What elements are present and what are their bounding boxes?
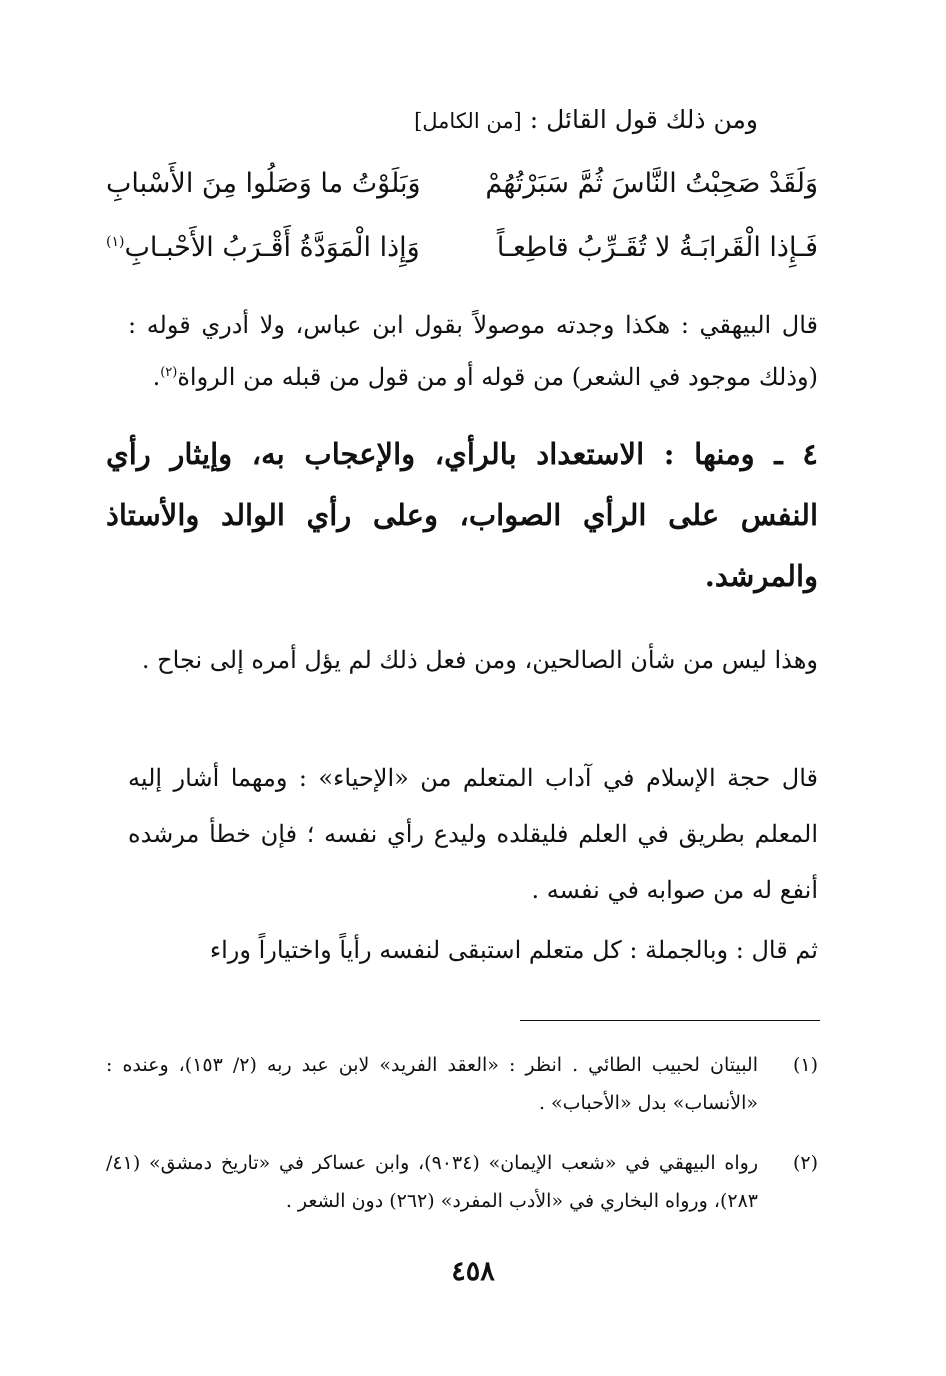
footnote-text: رواه البيهقي في «شعب الإيمان» (٩٠٣٤)، وابن عساكر في «تاريخ دمشق» (٤١/ ٢٨٣)، ورواه البخاري في «الأدب المفرد» (٢٦٢) دون الشعر . [106, 1152, 758, 1212]
paragraph-end-mark: . [152, 363, 161, 391]
verse-hemistich-text: وَإِذا الْمَوَدَّةُ أَقْـرَبُ الأَحْبـابِ [124, 232, 420, 263]
footnote-divider [520, 1020, 820, 1021]
footnote-text: البيتان لحبيب الطائي . انظر : «العقد الفريد» لابن عبد ربه (٢/ ١٥٣)، وعنده : «الأنساب» بدل «الأحباب» . [106, 1054, 759, 1114]
paragraph: وهذا ليس من شأن الصالحين، ومن فعل ذلك لم يؤل أمره إلى نجاح . [141, 646, 818, 674]
verse-line [106, 226, 818, 278]
footnote [106, 1144, 818, 1220]
section-heading: ٤ ـ ومنها : الاستعداد بالرأي، والإعجاب به، وإيثار رأي النفس على الرأي الصواب، وعلى رأي الوالد والأستاذ والمرشد. [106, 437, 818, 593]
verse-first-hemistich: فَـإِذا الْقَرابَـةُ لا تُقَـرِّبُ قاطِعـاً [496, 232, 818, 263]
verse-second-hemistich [106, 232, 420, 263]
footnote [106, 1046, 818, 1122]
footnote-marker: (٢) [160, 365, 178, 380]
footnote-number: (٢) [792, 1152, 818, 1174]
paragraph-ihya-quote: قال حجة الإسلام في آداب المتعلم من «الإحياء» : ومهما أشار إليه المعلم بطريق في العلم فليقلده وليدع رأي نفسه ؛ فإن خطأ مرشده أنفع له من صوابه في نفسه . [128, 764, 818, 904]
paragraph-text: قال البيهقي : هكذا وجدته موصولاً بقول ابن عباس، ولا أدري قوله : (وذلك موجود في الشعر) من قوله أو من قول من قبله من الرواة [128, 311, 818, 391]
meter-label: [من الكامل] [414, 109, 522, 133]
poem-intro [414, 100, 758, 141]
verse-line [106, 162, 818, 214]
verse-first-hemistich: وَلَقَدْ صَحِبْتُ النَّاسَ ثُمَّ سَبَرْتُهُمْ [485, 168, 818, 199]
intro-text: ومن ذلك قول القائل : [529, 105, 758, 134]
footnote-marker: (١) [106, 234, 125, 250]
paragraph: ثم قال : وبالجملة : كل متعلم استبقى لنفسه رأياً واختياراً وراء [209, 936, 818, 964]
footnote-number: (١) [792, 1054, 818, 1076]
paragraph-bayhaqi [128, 302, 818, 401]
page-number: ٤٥٨ [451, 1256, 495, 1287]
verse-second-hemistich: وَبَلَوْتُ ما وَصَلُوا مِنَ الأَسْبابِ [106, 168, 421, 199]
